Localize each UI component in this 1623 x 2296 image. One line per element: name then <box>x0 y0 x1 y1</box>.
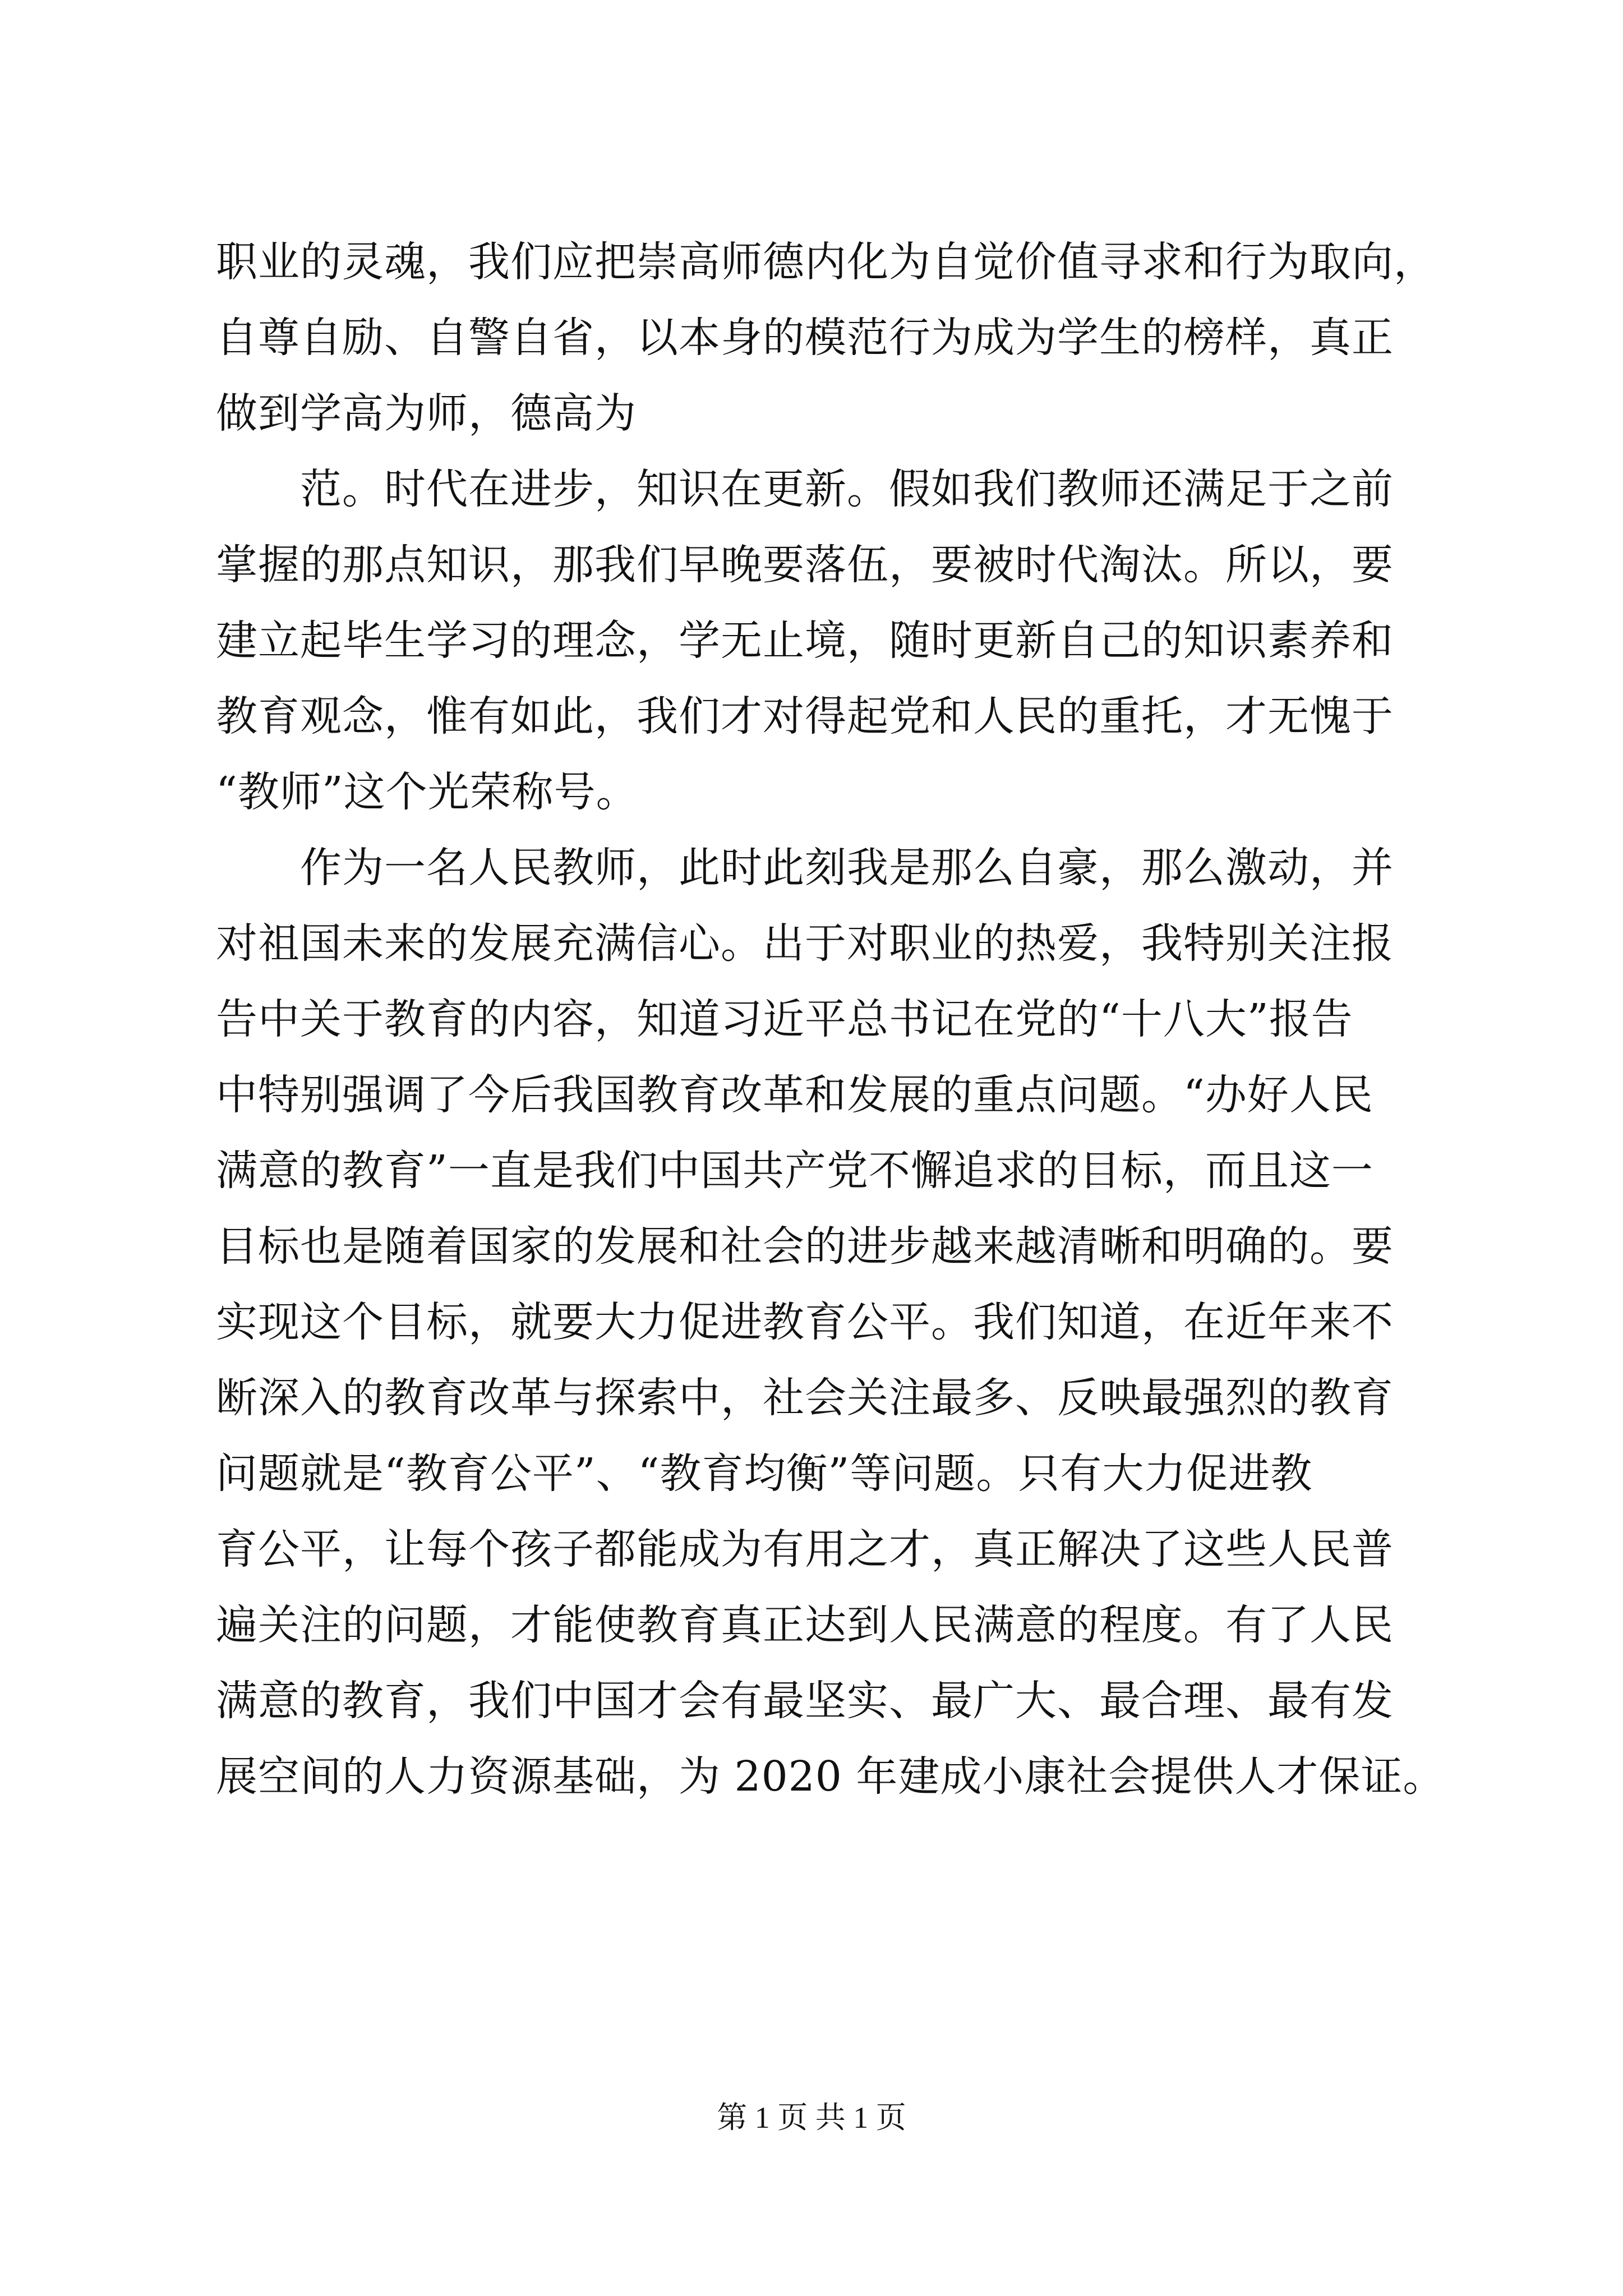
text-line: 对祖国未来的发展充满信心。出于对职业的热爱，我特别关注报 <box>216 919 1394 968</box>
text-line: 中特别强调了今后我国教育改革和发展的重点问题。“办好人民 <box>216 1071 1373 1119</box>
page-number: 第 1 页 共 1 页 <box>717 2101 906 2134</box>
text-line: “教师”这个光荣称号。 <box>216 768 638 816</box>
text-line: 范。时代在进步，知识在更新。假如我们教师还满足于之前 <box>300 465 1394 513</box>
text-line: 满意的教育”一直是我们中国共产党不懈追求的目标，而且这一 <box>216 1147 1373 1195</box>
text-line: 告中关于教育的内容，知道习近平总书记在党的“十八大”报告 <box>216 995 1353 1043</box>
paragraph-1 <box>216 224 1436 452</box>
paragraph-3 <box>216 830 1445 1815</box>
text-line: 问题就是“教育公平”、“教育均衡”等问题。只有大力促进教 <box>216 1450 1313 1498</box>
text-line: 作为一名人民教师，此时此刻我是那么自豪，那么激动，并 <box>300 844 1394 892</box>
text-line: 建立起毕生学习的理念，学无止境，随时更新自己的知识素养和 <box>216 616 1394 665</box>
document-body <box>216 224 1445 1815</box>
text-line: 做到学高为师，德高为 <box>216 389 637 438</box>
text-line: 满意的教育，我们中国才会有最坚实、最广大、最合理、最有发 <box>216 1677 1394 1725</box>
text-line: 遍关注的问题，才能使教育真正达到人民满意的程度。有了人民 <box>216 1601 1394 1649</box>
text-line: 职业的灵魂，我们应把崇高师德内化为自觉价值寻求和行为取向， <box>216 238 1436 286</box>
text-line: 实现这个目标，就要大力促进教育公平。我们知道，在近年来不 <box>216 1298 1394 1346</box>
text-line: 自尊自励、自警自省，以本身的模范行为成为学生的榜样，真正 <box>216 314 1394 362</box>
text-line: 断深入的教育改革与探索中，社会关注最多、反映最强烈的教育 <box>216 1374 1394 1422</box>
page-footer <box>0 2098 1623 2137</box>
text-line: 展空间的人力资源基础，为 2020 年建成小康社会提供人才保证。 <box>216 1752 1445 1801</box>
text-line: 目标也是随着国家的发展和社会的进步越来越清晰和明确的。要 <box>216 1222 1394 1271</box>
paragraph-2 <box>216 452 1427 830</box>
text-line: 育公平，让每个孩子都能成为有用之才，真正解决了这些人民普 <box>216 1525 1394 1573</box>
text-line: 教育观念，惟有如此，我们才对得起党和人民的重托，才无愧于 <box>216 692 1394 740</box>
text-line: 掌握的那点知识，那我们早晚要落伍，要被时代淘汰。所以，要 <box>216 541 1394 589</box>
